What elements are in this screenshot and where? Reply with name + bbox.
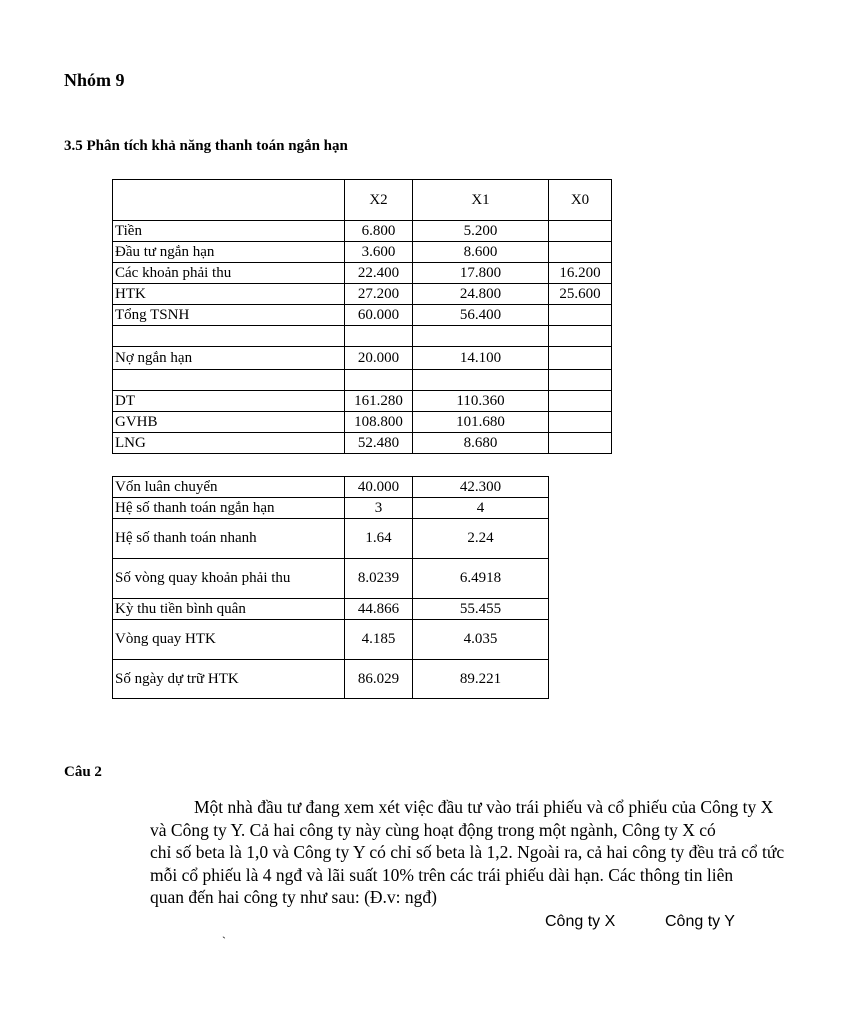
table-row (113, 412, 612, 433)
value-cell: 8.680 (413, 433, 549, 454)
question-2-title: Câu 2 (64, 764, 102, 780)
table-row (113, 305, 612, 326)
table-row (113, 519, 549, 559)
value-cell: 3.600 (345, 242, 413, 263)
value-cell: 6.800 (345, 221, 413, 242)
value-cell (413, 326, 549, 347)
excerpt-line: mỗi cổ phiếu là 4 ngđ và lãi suất 10% trên các trái phiếu dài hạn. Các thông tin liên (150, 864, 734, 885)
table-row (113, 391, 612, 412)
value-cell: 2.24 (413, 519, 549, 559)
table-row (113, 498, 549, 519)
company-x-header: Công ty X (545, 913, 616, 930)
value-cell: 17.800 (413, 263, 549, 284)
value-cell: 108.800 (345, 412, 413, 433)
value-cell: 4.185 (345, 620, 413, 660)
value-cell (549, 391, 612, 412)
value-cell (549, 412, 612, 433)
value-cell (549, 370, 612, 391)
table-row (113, 370, 612, 391)
value-cell: 101.680 (413, 412, 549, 433)
excerpt-line: quan đến hai công ty như sau: (Đ.v: ngđ) (150, 887, 437, 907)
value-cell (549, 326, 612, 347)
row-label-cell: Hệ số thanh toán nhanh (113, 519, 345, 559)
row-label-cell (113, 326, 345, 347)
row-label-cell: GVHB (113, 412, 345, 433)
value-cell: 52.480 (345, 433, 413, 454)
group-title: Nhóm 9 (64, 70, 125, 90)
value-cell: 42.300 (413, 477, 549, 498)
value-cell: 25.600 (549, 284, 612, 305)
value-cell (345, 326, 413, 347)
table-row (113, 620, 549, 660)
row-label-cell: HTK (113, 284, 345, 305)
value-cell (413, 370, 549, 391)
row-label-cell: Các khoản phải thu (113, 263, 345, 284)
value-cell: 3 (345, 498, 413, 519)
value-cell: 24.800 (413, 284, 549, 305)
value-cell: 161.280 (345, 391, 413, 412)
table-row (113, 433, 612, 454)
row-label-cell: Nợ ngắn hạn (113, 347, 345, 370)
table-row (113, 263, 612, 284)
question-2-excerpt (150, 796, 785, 948)
table-header-row (113, 180, 612, 221)
value-cell: 44.866 (345, 599, 413, 620)
value-cell (549, 221, 612, 242)
value-cell: 56.400 (413, 305, 549, 326)
table-row (113, 284, 612, 305)
value-cell (549, 347, 612, 370)
row-label-cell: Hệ số thanh toán ngắn hạn (113, 498, 345, 519)
table-row (113, 242, 612, 263)
excerpt-line: chỉ số beta là 1,0 và Công ty Y có chỉ số beta là 1,2. Ngoài ra, cả hai công ty đều trả cổ tức (150, 842, 785, 862)
row-label-cell (113, 370, 345, 391)
value-cell (345, 370, 413, 391)
row-label-cell: Kỳ thu tiền bình quân (113, 599, 345, 620)
row-label-cell: LNG (113, 433, 345, 454)
table-row (113, 599, 549, 620)
value-cell: 60.000 (345, 305, 413, 326)
value-cell (549, 242, 612, 263)
value-cell: 110.360 (413, 391, 549, 412)
value-cell: 22.400 (345, 263, 413, 284)
value-cell: 40.000 (345, 477, 413, 498)
table-row (113, 559, 549, 599)
value-cell: 16.200 (549, 263, 612, 284)
row-label-cell: Số ngày dự trữ HTK (113, 660, 345, 699)
row-label-cell: Vốn luân chuyển (113, 477, 345, 498)
value-cell: 4.035 (413, 620, 549, 660)
value-cell (549, 433, 612, 454)
cropped-mark: ` (222, 934, 226, 948)
row-label-cell: Đầu tư ngắn hạn (113, 242, 345, 263)
column-header: X0 (549, 180, 612, 221)
value-cell: 89.221 (413, 660, 549, 699)
row-label-cell: Vòng quay HTK (113, 620, 345, 660)
value-cell: 6.4918 (413, 559, 549, 599)
column-header: X1 (413, 180, 549, 221)
value-cell: 5.200 (413, 221, 549, 242)
excerpt-line: Một nhà đầu tư đang xem xét việc đầu tư vào trái phiếu và cổ phiếu của Công ty X (194, 797, 774, 817)
value-cell: 14.100 (413, 347, 549, 370)
value-cell: 4 (413, 498, 549, 519)
company-y-header: Công ty Y (665, 913, 735, 930)
table-row (113, 221, 612, 242)
section-title: 3.5 Phân tích khả năng thanh toán ngắn hạn (64, 138, 348, 154)
row-label-cell: DT (113, 391, 345, 412)
value-cell: 20.000 (345, 347, 413, 370)
value-cell: 8.0239 (345, 559, 413, 599)
table-row (113, 347, 612, 370)
liquidity-source-table (112, 179, 612, 454)
column-header: X2 (345, 180, 413, 221)
excerpt-line: và Công ty Y. Cả hai công ty này cùng hoạt động trong một ngành, Công ty X có (150, 819, 716, 840)
value-cell (549, 305, 612, 326)
column-header (113, 180, 345, 221)
value-cell: 27.200 (345, 284, 413, 305)
table-row (113, 477, 549, 498)
row-label-cell: Tổng TSNH (113, 305, 345, 326)
row-label-cell: Tiền (113, 221, 345, 242)
table-row (113, 326, 612, 347)
value-cell: 8.600 (413, 242, 549, 263)
row-label-cell: Số vòng quay khoản phải thu (113, 559, 345, 599)
table-row (113, 660, 549, 699)
value-cell: 55.455 (413, 599, 549, 620)
value-cell: 86.029 (345, 660, 413, 699)
value-cell: 1.64 (345, 519, 413, 559)
liquidity-ratio-table (112, 476, 549, 699)
